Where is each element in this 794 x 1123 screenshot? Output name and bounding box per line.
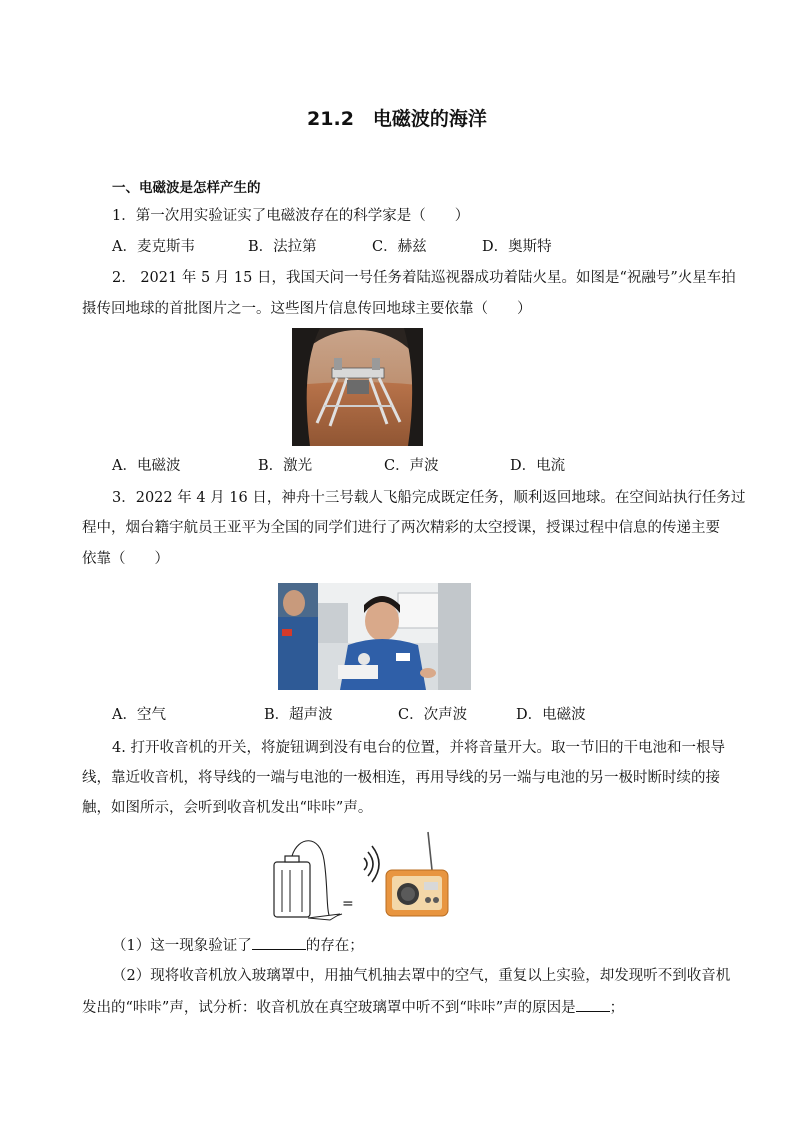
q2-option-a: A．电磁波 xyxy=(112,458,181,474)
q4-subquestion-2-line-1: （2）现将收音机放入玻璃罩中，用抽气机抽去罩中的空气，重复以上实验，却发现听不到收音机 xyxy=(112,968,731,984)
answer-blank-1[interactable] xyxy=(252,935,306,950)
q1-option-c: C．赫兹 xyxy=(372,239,427,255)
battery-radio-figure xyxy=(268,830,453,922)
q1-option-b: B．法拉第 xyxy=(248,239,317,255)
sound-wave-icon xyxy=(364,846,379,882)
question-3-stem-line-3: 依靠（ ） xyxy=(82,551,169,567)
space-class-photo xyxy=(278,583,471,690)
battery-radio-diagram xyxy=(268,830,453,922)
question-4-stem-line-1: 4. 打开收音机的开关，将旋钮调到没有电台的位置，并将音量开大。取一节旧的干电池和一根导 xyxy=(112,740,725,756)
q1-option-a: A．麦克斯韦 xyxy=(112,239,195,255)
equals-sign: = xyxy=(342,896,354,912)
battery-icon xyxy=(274,856,310,917)
q4-sub2-text-after: ； xyxy=(609,1000,625,1016)
q2-option-d: D．电流 xyxy=(510,458,566,474)
question-3-stem-line-2: 程中，烟台籍宇航员王亚平为全国的同学们进行了两次精彩的太空授课，授课过程中信息的传递主要 xyxy=(82,520,720,536)
question-2-stem-line-1: 2. 2021 年 5 月 15 日，我国天问一号任务着陆巡视器成功着陆火星。如图是“祝融号”火星车拍 xyxy=(112,270,736,286)
space-station-image xyxy=(278,583,471,690)
q2-option-c: C．声波 xyxy=(384,458,439,474)
q3-option-b: B．超声波 xyxy=(264,707,333,723)
mars-surface-image xyxy=(292,328,423,446)
q4-subquestion-1 xyxy=(112,935,742,956)
q3-option-d: D．电磁波 xyxy=(516,707,586,723)
q1-option-d: D．奥斯特 xyxy=(482,239,552,255)
question-3-stem-line-1: 3．2022 年 4 月 16 日，神舟十三号载人飞船完成既定任务，顺利返回地球。在空间站执行任务过 xyxy=(112,490,746,506)
q3-option-c: C．次声波 xyxy=(398,707,468,723)
question-4-stem-line-2: 线，靠近收音机，将导线的一端与电池的一极相连，再用导线的另一端与电池的另一极时断时续的接 xyxy=(82,770,720,786)
question-1-stem: 1．第一次用实验证实了电磁波存在的科学家是（ ） xyxy=(112,208,470,224)
section-heading: 一、电磁波是怎样产生的 xyxy=(112,180,261,196)
question-2-stem-line-2: 摄传回地球的首批图片之一。这些图片信息传回地球主要依靠（ ） xyxy=(82,301,532,317)
page-title: 21.2 电磁波的海洋 xyxy=(307,108,487,130)
question-4-stem-line-3: 触，如图所示，会听到收音机发出“咔咔”声。 xyxy=(82,800,373,816)
q4-sub2-text-before: 发出的“咔咔”声，试分析：收音机放在真空玻璃罩中听不到“咔咔”声的原因是 xyxy=(82,1000,576,1016)
q4-sub1-text-before: （1）这一现象验证了 xyxy=(112,938,252,954)
q4-subquestion-2-line-2 xyxy=(82,997,712,1018)
q2-option-b: B．激光 xyxy=(258,458,313,474)
q3-option-a: A．空气 xyxy=(112,707,166,723)
radio-icon xyxy=(386,832,448,916)
mars-rover-photo xyxy=(292,328,423,446)
answer-blank-2[interactable] xyxy=(576,997,610,1012)
q4-sub1-text-after: 的存在； xyxy=(305,938,364,954)
